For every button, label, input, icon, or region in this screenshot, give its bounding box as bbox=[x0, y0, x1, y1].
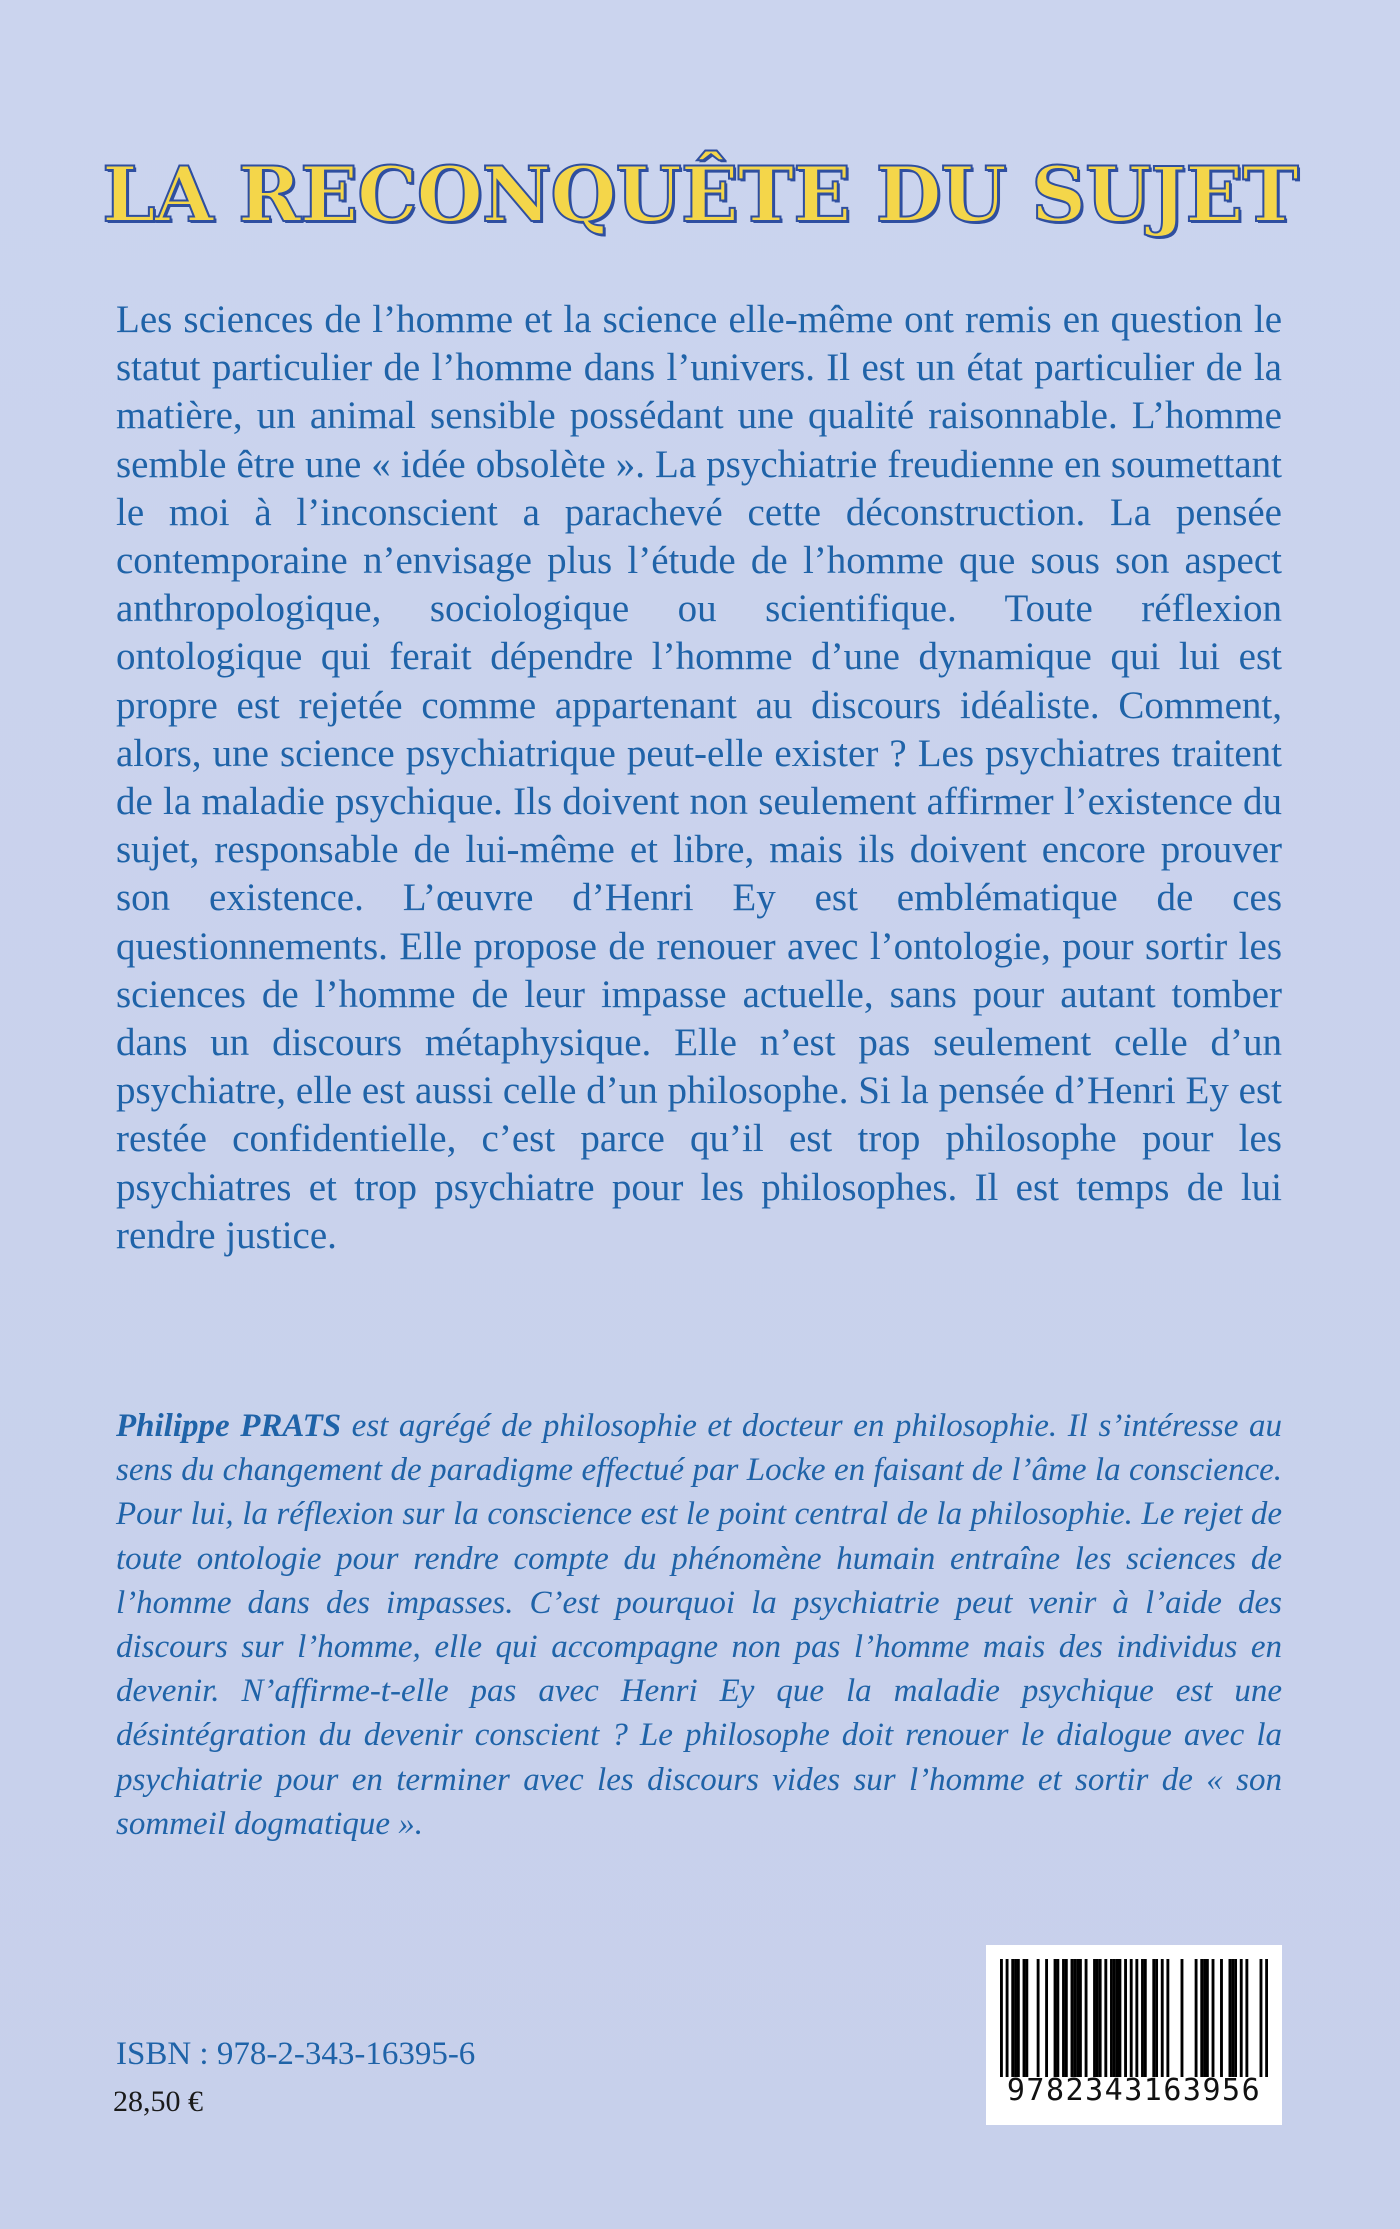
barcode-digits: 9782343163956 bbox=[1006, 2073, 1262, 2108]
barcode-bar bbox=[1076, 1959, 1079, 2077]
barcode-bar bbox=[1011, 1959, 1014, 2077]
barcode-bar bbox=[1152, 1959, 1155, 2077]
barcode-bar bbox=[1000, 1959, 1003, 2077]
barcode-bar bbox=[1056, 1959, 1059, 2077]
barcode-bar bbox=[1045, 1959, 1048, 2077]
barcode-bar bbox=[1206, 1959, 1209, 2077]
barcode-bar bbox=[1118, 1959, 1121, 2077]
barcode-bar bbox=[1130, 1959, 1133, 2077]
barcode-bar bbox=[1229, 1959, 1232, 2077]
barcode-bar bbox=[1200, 1959, 1203, 2077]
barcode-bar bbox=[1062, 1959, 1065, 2077]
barcode-bar bbox=[1113, 1959, 1116, 2077]
isbn-label: ISBN : 978-2-343-16395-6 bbox=[116, 2036, 476, 2072]
barcode-bar bbox=[1054, 1959, 1057, 2077]
author-name: Philippe PRATS bbox=[116, 1408, 342, 1444]
barcode-bar bbox=[1085, 1959, 1088, 2077]
barcode-bar bbox=[1073, 1959, 1076, 2077]
barcode-bar bbox=[1037, 1959, 1040, 2077]
barcode-bar bbox=[1079, 1959, 1082, 2077]
barcode-bar bbox=[1017, 1959, 1020, 2077]
barcode-bar bbox=[1212, 1959, 1215, 2077]
barcode-bar bbox=[1110, 1959, 1113, 2077]
barcode-bar bbox=[1006, 1959, 1009, 2077]
barcode-bar bbox=[1245, 1959, 1248, 2077]
barcode-bar bbox=[1093, 1959, 1096, 2077]
barcode-bar bbox=[1025, 1959, 1028, 2077]
author-bio-text: est agrégé de philosophie et docteur en philosophie. Il s’intéresse au sens du changement de paradigme effectué par Locke en faisant de l’âme la conscience. Pour lui, la réflexion sur la conscience est le point central de la philosophie. Le rejet de toute ontologie pour rendre compte du phénomène humain entraîne les sciences de l’homme dans des impasses. C’est pourquoi la psychiatrie peut venir à l’aide des discours sur l’homme, elle qui accompagne non pas l’homme mais des individus en devenir. N’affirme-t-elle pas avec Henri Ey que la maladie psychique est une désintégration du devenir conscient ? Le philosophe doit renouer le dialogue avec la psychiatrie pour en terminer avec les discours vides sur l’homme et sortir de « son sommeil dogmatique ». bbox=[116, 1408, 1282, 1842]
barcode-bar bbox=[1065, 1959, 1068, 2077]
book-title: LA RECONQUÊTE DU SUJET bbox=[102, 150, 1298, 239]
barcode-bar bbox=[1155, 1959, 1158, 2077]
barcode-bar bbox=[1231, 1959, 1234, 2077]
barcode-bar bbox=[1116, 1959, 1119, 2077]
barcode-bars bbox=[1000, 1959, 1268, 2077]
barcode-bar bbox=[1265, 1959, 1268, 2077]
price-label: 28,50 € bbox=[113, 2085, 203, 2118]
barcode-bar bbox=[1220, 1959, 1223, 2077]
barcode-bar bbox=[1240, 1959, 1243, 2077]
barcode-bar bbox=[1096, 1959, 1099, 2077]
barcode-bar bbox=[1144, 1959, 1147, 2077]
barcode-bar bbox=[1124, 1959, 1127, 2077]
barcode-bar bbox=[1104, 1959, 1107, 2077]
barcode-bar bbox=[1014, 1959, 1017, 2077]
barcode-bar bbox=[1135, 1959, 1138, 2077]
book-blurb: Les sciences de l’homme et la science elle-même ont remis en question le statut particulier de l’homme dans l’univers. Il est un état particulier de la matière, un animal sensible possédant une qualité raisonnable. L’homme semble être une « idée obsolète ». La psychiatrie freudienne en soumettant le moi à l’inconscient a parachevé cette déconstruction. La pensée contemporaine n’envisage plus l’étude de l’homme que sous son aspect anthropologique, sociologique ou scientifique. Toute réflexion ontologique qui ferait dépendre l’homme d’une dynamique qui lui est propre est rejetée comme appartenant au discours idéaliste. Comment, alors, une science psychiatrique peut-elle exister ? Les psychiatres traitent de la maladie psychique. Ils doivent non seulement affirmer l’existence du sujet, responsable de lui-même et libre, mais ils doivent encore prouver son existence. L’œuvre d’Henri Ey est emblématique de ces questionnements. Elle propose de renouer avec l’ontologie, pour sortir les sciences de l’homme de leur impasse actuelle, sans pour autant tomber dans un discours métaphysique. Elle n’est pas seulement celle d’un psychiatre, elle est aussi celle d’un philosophe. Si la pensée d’Henri Ey est restée confidentielle, c’est parce qu’il est trop philosophe pour les psychiatres et trop psychiatre pour les philosophes. Il est temps de lui rendre justice. bbox=[116, 298, 1282, 1257]
author-bio bbox=[116, 1404, 1282, 1846]
barcode-bar bbox=[1141, 1959, 1144, 2077]
barcode-bar bbox=[1071, 1959, 1074, 2077]
barcode-bar bbox=[1203, 1959, 1206, 2077]
barcode-bar bbox=[1234, 1959, 1237, 2077]
barcode-bar bbox=[1260, 1959, 1263, 2077]
barcode-bar bbox=[1161, 1959, 1164, 2077]
barcode-bar bbox=[1166, 1959, 1169, 2077]
barcode bbox=[986, 1945, 1282, 2125]
barcode-bar bbox=[1023, 1959, 1026, 2077]
barcode-bar bbox=[1195, 1959, 1198, 2077]
barcode-bar bbox=[1099, 1959, 1102, 2077]
barcode-bar bbox=[1181, 1959, 1184, 2077]
